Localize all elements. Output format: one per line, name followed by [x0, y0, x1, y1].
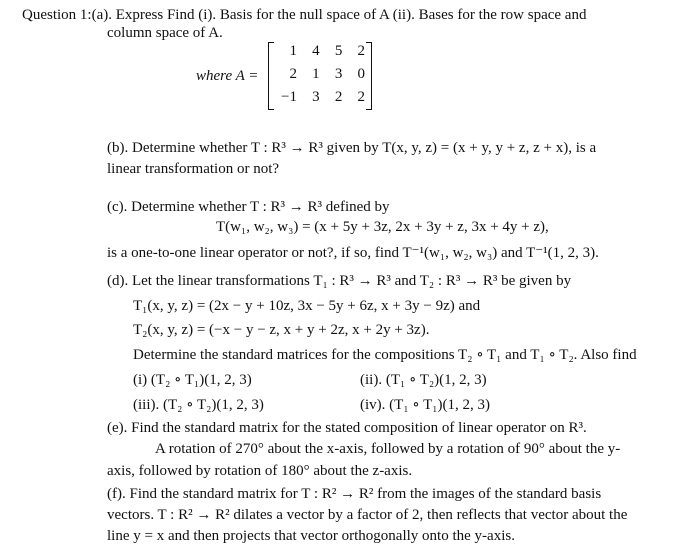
matrix-cell: −1	[281, 89, 297, 105]
part-d-line-3: T₂(x, y, z) = (−x − y − z, x + y + 2z, x + 2y + 3z).	[133, 322, 430, 338]
matrix-a	[268, 42, 372, 110]
part-d-line-1: (d). Let the linear transformations T₁ : R³ → R³ and T₂ : R³ → R³ be given by	[107, 273, 572, 289]
matrix-label: where A =	[196, 68, 259, 84]
matrix-cell: 1	[312, 66, 320, 82]
q1-line-1: Question 1:(a). Express Find (i). Basis for the null space of A (ii). Bases for the row space and	[22, 7, 587, 23]
matrix-cell: 0	[357, 66, 365, 82]
part-d-item-ii: (ii). (T₁ ∘ T₂)(1, 2, 3)	[360, 372, 487, 388]
part-e-line-1: (e). Find the standard matrix for the stated composition of linear operator on R³.	[107, 420, 587, 436]
matrix-left-bracket	[268, 42, 274, 110]
matrix-cell: 5	[334, 43, 343, 59]
matrix-cell: 2	[357, 89, 365, 105]
part-d-line-2: T₁(x, y, z) = (2x − y + 10z, 3x − 5y + 6z, x + 3y − 9z) and	[133, 298, 481, 314]
matrix-cell: 3	[334, 66, 343, 82]
part-e-line-3: axis, followed by rotation of 180° about the z-axis.	[107, 463, 413, 479]
part-d-item-iii: (iii). (T₂ ∘ T₂)(1, 2, 3)	[133, 397, 264, 413]
part-f-line-1: (f). Find the standard matrix for T : R² → R² from the images of the standard basis	[107, 486, 602, 502]
matrix-row	[277, 89, 365, 106]
part-d-item-iv: (iv). (T₁ ∘ T₁)(1, 2, 3)	[360, 397, 491, 413]
part-b-line-1: (b). Determine whether T : R³ → R³ given by T(x, y, z) = (x + y, y + z, z + x), is a	[107, 140, 597, 156]
part-c-line-2: T(w₁, w₂, w₃) = (x + 5y + 3z, 2x + 3y + z, 3x + 4y + z),	[216, 219, 549, 235]
matrix-cell: 3	[312, 89, 320, 105]
matrix-cell: 2	[357, 43, 365, 59]
matrix-cell: 4	[312, 43, 320, 59]
part-f-line-3: line y = x and then projects that vector orthogonally onto the y-axis.	[107, 528, 515, 544]
part-c-line-1: (c). Determine whether T : R³ → R³ defined by	[107, 199, 390, 215]
part-b-line-2: linear transformation or not?	[107, 161, 280, 177]
matrix-right-bracket	[366, 42, 372, 110]
part-e-line-2: A rotation of 270° about the x-axis, followed by a rotation of 90° about the y-	[155, 441, 621, 457]
matrix-row	[277, 66, 365, 83]
part-f-line-2: vectors. T : R² → R² dilates a vector by a factor of 2, then reflects that vector about the	[107, 507, 628, 523]
part-c-line-3: is a one-to-one linear operator or not?, if so, find T⁻¹(w₁, w₂, w₃) and T⁻¹(1, 2, 3).	[107, 245, 599, 261]
part-d-line-4: Determine the standard matrices for the compositions T₂ ∘ T₁ and T₁ ∘ T₂. Also find	[133, 347, 637, 363]
matrix-cell: 2	[289, 66, 297, 82]
q1-line-2: column space of A.	[107, 25, 223, 41]
matrix-cell: 1	[289, 43, 297, 59]
matrix-row	[277, 43, 365, 60]
part-d-item-i: (i) (T₂ ∘ T₁)(1, 2, 3)	[133, 372, 252, 388]
matrix-cell: 2	[334, 89, 343, 105]
